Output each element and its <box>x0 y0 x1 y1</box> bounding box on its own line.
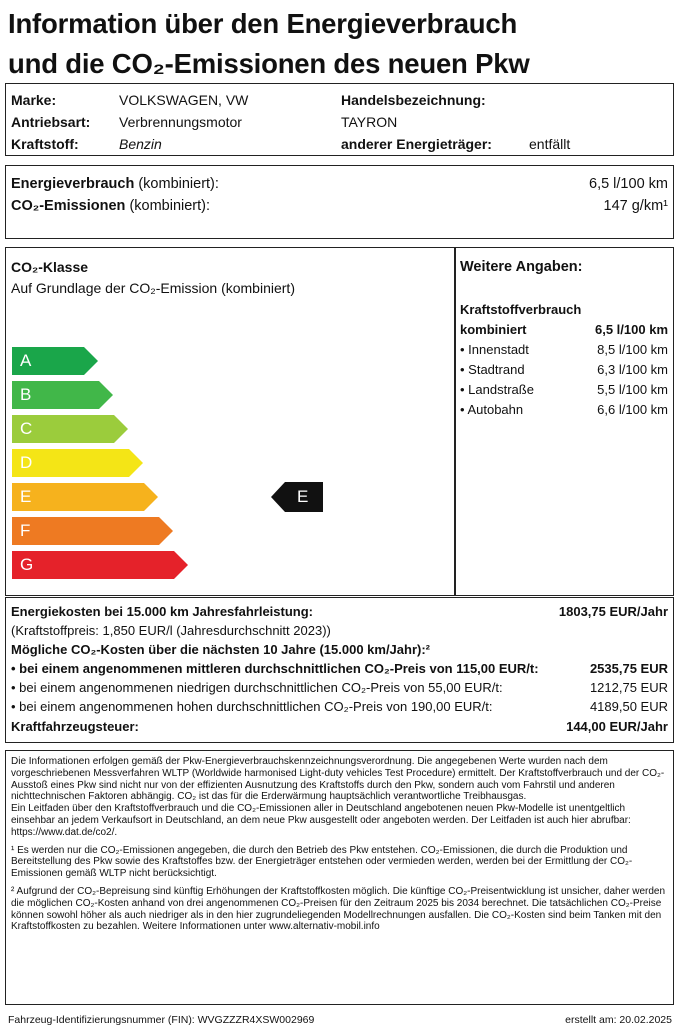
co2-cost-low-text: bei einem angenommenen niedrigen durchschnittlichen CO₂-Preis von 55,00 EUR/t: <box>19 680 503 695</box>
emissions-label-bold: CO₂-Emissionen <box>11 198 126 214</box>
class-arrow-label: C <box>20 419 33 438</box>
class-arrow-e <box>12 483 158 511</box>
class-arrow-label: A <box>20 351 32 370</box>
vin-footer: Fahrzeug-Identifizierungsnummer (FIN): WVGZZZR4XSW002969 <box>8 1014 315 1026</box>
co2-costs-label: Mögliche CO₂-Kosten über die nächsten 10 Jahre (15.000 km/Jahr):² <box>11 642 431 657</box>
co2-class-subheading: Auf Grundlage der CO₂-Emission (kombiniert) <box>11 280 295 296</box>
consumption-value: 6,5 l/100 km <box>589 176 668 192</box>
combined-value: 6,5 l/100 km <box>595 322 668 337</box>
further-row-label: • Autobahn <box>460 402 524 417</box>
trade-name-label: Handelsbezeichnung: <box>341 92 486 108</box>
further-row-value: 8,5 l/100 km <box>597 342 668 357</box>
further-row-label: • Landstraße <box>460 382 534 397</box>
co2-cost-mid-label: • bei einem angenommenen mittleren durchschnittlichen CO₂-Preis von 115,00 EUR/t: <box>11 661 539 676</box>
further-row-value: 5,5 l/100 km <box>597 382 668 397</box>
co2-class-heading: CO₂-Klasse <box>11 259 89 275</box>
class-arrow-c <box>12 415 128 443</box>
combined-label: kombiniert <box>460 322 527 337</box>
consumption-label-rest: (kombiniert): <box>134 176 219 192</box>
class-arrow-d <box>12 449 143 477</box>
class-divider <box>454 248 456 595</box>
emissions-value: 147 g/km¹ <box>603 198 668 214</box>
further-row-label-text: Autobahn <box>467 402 524 417</box>
co2-cost-high-value: 4189,50 EUR <box>589 699 668 714</box>
other-energy-value: entfällt <box>529 136 571 152</box>
class-arrow-label: G <box>20 555 34 574</box>
further-row-label-text: Stadtrand <box>468 362 525 377</box>
page-title <box>8 4 672 84</box>
energy-costs-label: Energiekosten bei 15.000 km Jahresfahrleistung: <box>11 604 314 619</box>
class-arrow-shape-e <box>12 483 158 511</box>
vehicle-tax-value: 144,00 EUR/Jahr <box>566 719 668 734</box>
trade-name-value: TAYRON <box>341 114 398 130</box>
consumption-label <box>11 175 219 193</box>
title-line-2: und die CO₂-Emissionen des neuen Pkw <box>8 48 530 79</box>
created-date-footer: erstellt am: 20.02.2025 <box>565 1014 672 1026</box>
vehicle-info-box <box>5 83 674 156</box>
fuel-price-note: (Kraftstoffpreis: 1,850 EUR/l (Jahresdurchschnitt 2023)) <box>11 623 331 638</box>
energy-costs-value: 1803,75 EUR/Jahr <box>558 604 668 619</box>
co2-cost-high-label: • bei einem angenommenen hohen durchschnittlichen CO₂-Preis von 190,00 EUR/t: <box>11 699 493 714</box>
make-value: VOLKSWAGEN, VW <box>119 92 249 108</box>
class-arrow-g <box>12 551 188 579</box>
class-arrow-label: D <box>20 453 33 472</box>
note-paragraph-2: Ein Leitfaden über den Kraftstoffverbrauch und die CO₂-Emissionen aller in Deutschland angebotenen neuen Pkw-Modelle ist unentgeltlich einsehbar an jedem Verkaufsort in Deutschland, an dem neue Pkw ausgestellt oder angeboten werden. Der Leitfaden ist auch hier abrufbar: https://www.dat.de/co2/. <box>11 803 631 838</box>
co2-cost-low-value: 1212,75 EUR <box>589 680 668 695</box>
co2-class-box <box>5 247 674 596</box>
class-arrow-a <box>12 347 98 375</box>
costs-box <box>5 597 674 743</box>
class-arrow-label: E <box>20 487 32 506</box>
current-class-label: E <box>297 487 309 506</box>
further-row-label: • Stadtrand <box>460 362 525 377</box>
class-arrow-label: B <box>20 385 32 404</box>
further-row-value: 6,3 l/100 km <box>597 362 668 377</box>
class-arrow-b <box>12 381 113 409</box>
further-row-label-text: Innenstadt <box>468 342 529 357</box>
consumption-label-bold: Energieverbrauch <box>11 176 135 192</box>
note-paragraph-1: Die Informationen erfolgen gemäß der Pkw-Energieverbrauchskennzeichnungsverordnung. Die angegebenen Werte wurden nach dem vorgeschriebenen Messverfahren WLTP (Worldwide harmonised Light-duty vehicles Test Procedure) ermittelt. Der Kraftstoffverbrauch und der CO₂-Ausstoß eines Pkw sind nicht nur von der effizienten Ausnutzung des Kraftstoffs durch den Pkw, sondern auch vom Fahrstil und anderen nichttechnischen Faktoren abhängig. CO₂ ist das für die Erderwärmung hauptsächlich verantwortliche Treibhausgas. <box>11 756 665 803</box>
fuel-value: Benzin <box>119 136 162 152</box>
further-row-label: • Innenstadt <box>460 342 529 357</box>
further-row-label-text: Landstraße <box>468 382 534 397</box>
vehicle-tax-label: Kraftfahrzeugsteuer: <box>11 719 139 734</box>
energy-box <box>5 165 674 239</box>
fuel-label: Kraftstoff: <box>11 136 79 152</box>
class-arrow-shape-g <box>12 551 188 579</box>
co2-cost-high-text: bei einem angenommenen hohen durchschnittlichen CO₂-Preis von 190,00 EUR/t: <box>19 699 493 714</box>
class-arrow-shape-f <box>12 517 173 545</box>
title-line-1: Information über den Energieverbrauch <box>8 8 518 39</box>
note-footnote-1: ¹ Es werden nur die CO₂-Emissionen angegeben, die durch den Betrieb des Pkw entstehen. CO₂-Emissionen, die durch die Produktion und Bereitstellung des Pkw sowie des Kraftstoffes bzw. der Energieträger entstehen oder vermieden werden, werden bei der Ermittlung der CO₂-Emissionen gemäß WLTP nicht berücksichtigt. <box>11 844 633 880</box>
emissions-label-rest: (kombiniert): <box>125 198 211 214</box>
drive-value: Verbrennungsmotor <box>119 114 242 130</box>
fuel-consumption-label: Kraftstoffverbrauch <box>460 302 582 317</box>
notes-text <box>11 756 667 933</box>
make-label: Marke: <box>11 92 57 108</box>
other-energy-label: anderer Energieträger: <box>341 136 492 152</box>
co2-cost-mid-value: 2535,75 EUR <box>589 661 668 676</box>
drive-label: Antriebsart: <box>11 114 91 130</box>
emissions-label <box>11 197 210 215</box>
notes-box <box>5 750 674 1005</box>
further-row-value: 6,6 l/100 km <box>597 402 668 417</box>
co2-cost-mid-text: bei einem angenommenen mittleren durchschnittlichen CO₂-Preis von 115,00 EUR/t: <box>19 661 539 676</box>
class-arrow-label: F <box>20 521 31 540</box>
co2-cost-low-label: • bei einem angenommenen niedrigen durchschnittlichen CO₂-Preis von 55,00 EUR/t: <box>11 680 503 695</box>
class-arrow-f <box>12 517 173 545</box>
further-heading: Weitere Angaben: <box>460 259 583 275</box>
current-class-marker <box>271 482 323 512</box>
note-footnote-2: ² Aufgrund der CO₂-Bepreisung sind künftig Erhöhungen der Kraftstoffkosten möglich. Die künftige CO₂-Preisentwicklung ist unsicher, daher werden die möglichen CO₂-Kosten anhand von drei angenommenen CO₂-Preisen für den Zeitraum 2025 bis 2034 berechnet. Die tatsächlichen CO₂-Preise können sowohl höher als auch niedriger als in den hier zugrundeliegenden Modellrechnungen ausfallen. Die CO₂-Kosten sind beim Tanken mit den Kraftstoffkosten zu bezahlen. Weitere Informationen unter www.alternativ-mobil.info <box>11 885 666 933</box>
